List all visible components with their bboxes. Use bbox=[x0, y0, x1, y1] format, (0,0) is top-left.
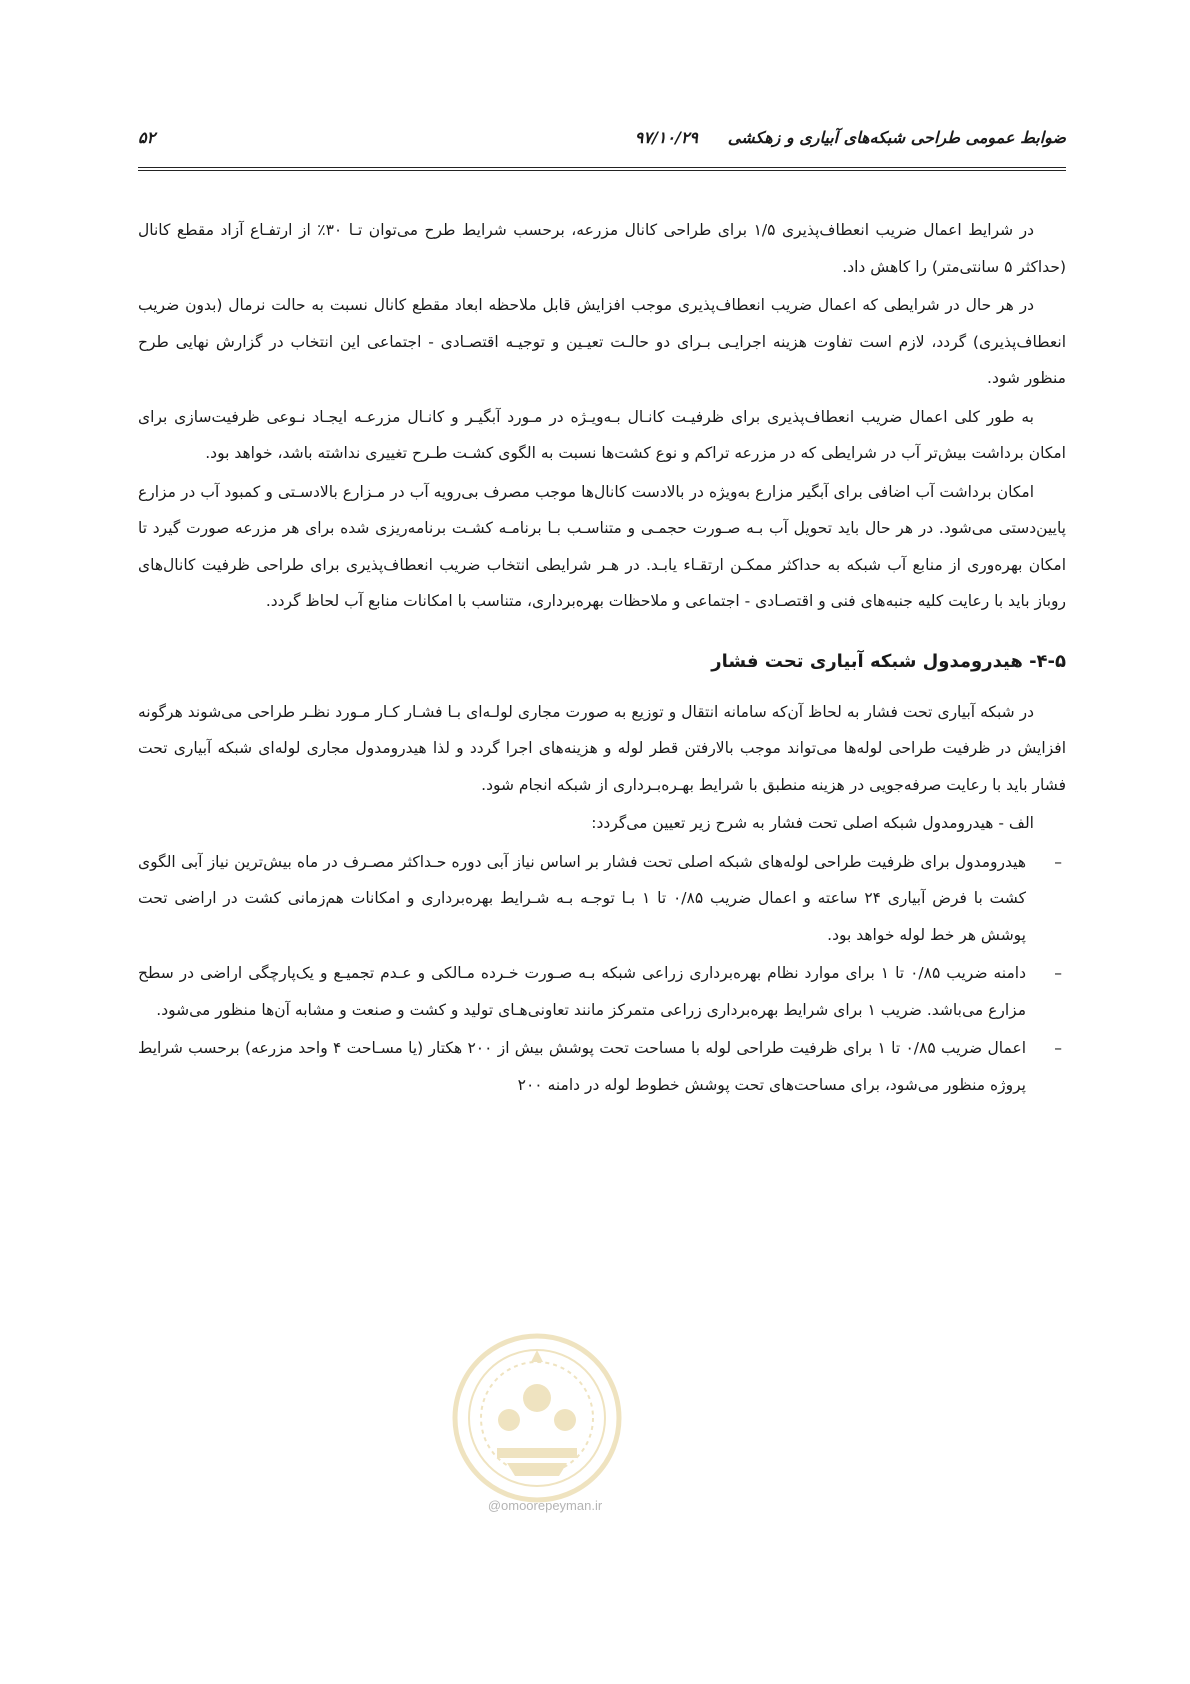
dash-bullet-icon: – bbox=[1054, 1039, 1062, 1057]
paragraph: در شرایط اعمال ضریب انعطاف‌پذیری ۱/۵ برای طراحی کانال مزرعه، برحسب شرایط طرح می‌توان تـا ۳۰٪ از ارتفـاع آزاد مقطع کانال (حداکثر ۵ سانتی‌متر) را کاهش داد. bbox=[138, 221, 1066, 276]
paragraph: امکان برداشت آب اضافی برای آبگیر مزارع به‌ویژه در بالادست کانال‌ها موجب مصرف بی‌رویه آب در مـزارع بالادسـتی و کمبود آب در مزارع پایین‌دستی می‌شود. در هر حال باید تحویل آب بـه صـورت حجمـی و متناسـب بـا برنامـه کشـت برنامه‌ریزی شده برای هر مزرعه صورت گیرد تا امکان بهره‌وری از منابع آب شبکه به حداکثر ممکـن ارتقـاء یابـد. در هـر شرایطی انتخاب ضریب انعطاف‌پذیری برای طراحی ظرفیت کانال‌های روباز باید با رعایت کلیه جنبه‌های فنی و اقتصـادی - اجتماعی و ملاحظات بهره‌برداری، متناسب با امکانات منابع آب لحاظ گردد. bbox=[138, 482, 1066, 610]
watermark-logo-icon bbox=[447, 1328, 627, 1508]
dash-bullet-icon: – bbox=[1054, 964, 1062, 982]
section-paragraph: در شبکه آبیاری تحت فشار به لحاظ آن‌که سامانه انتقال و توزیع به صورت مجاری لولـه‌ای بـا فشـار کـار مـورد نظـر طراحی می‌شوند هرگونه افزایش در ظرفیت طراحی لوله‌ها می‌تواند موجب بالارفتن قطر لوله و هزینه‌های اجرا گردد و لذا هیدرومدول مجاری لوله‌ای شبکه آبیاری تحت فشار باید با رعایت صرفه‌جویی در هزینه منطبق با شرایط بهـره‌بـرداری از شبکه انجام شود. bbox=[138, 702, 1066, 794]
list-item bbox=[138, 1030, 1066, 1103]
page-number: ۵۲ bbox=[138, 128, 156, 147]
list-item-text: هیدرومدول برای ظرفیت طراحی لوله‌های شبکه اصلی تحت فشار بر اساس نیاز آبی دوره حـداکثر مصـرف در ماه بیش‌ترین نیاز آبی الگوی کشت با فرض آبیاری ۲۴ ساعته و اعمال ضریب ۰/۸۵ تا ۱ بـا توجـه بـه شـرایط بهره‌برداری و امکانات هم‌زمانی کشت در اراضی تحت پوشش هر خط لوله خواهد بود. bbox=[138, 852, 1026, 944]
header-rule-thin bbox=[138, 170, 1066, 171]
list-item bbox=[138, 844, 1066, 954]
list-item-text: دامنه ضریب ۰/۸۵ تا ۱ برای موارد نظام بهره‌برداری زراعی شبکه بـه صـورت خـرده مـالکی و عـدم تجمیـع و یک‌پارچگی اراضی در سطح مزارع می‌باشد. ضریب ۱ برای شرایط بهره‌برداری زراعی متمرکز مانند تعاونی‌هـای تولید و کشت و صنعت و مشابه آن‌ها منظور می‌شود. bbox=[138, 964, 1026, 1019]
watermark-url: @omoorepeyman.ir bbox=[487, 1498, 603, 1513]
page-body bbox=[138, 212, 1066, 1105]
list-intro: الف - هیدرومدول شبکه اصلی تحت فشار به شرح زیر تعیین می‌گردد: bbox=[591, 814, 1034, 832]
paragraph: در هر حال در شرایطی که اعمال ضریب انعطاف‌پذیری موجب افزایش قابل ملاحظه ابعاد مقطع کانال نسبت به حالت نرمال (بدون ضریب انعطاف‌پذیری) گردد، لازم است تفاوت هزینه اجرایـی بـرای دو حالـت تعیـین و توجیـه اقتصـادی - اجتماعی این انتخاب در گزارش نهایی طرح منظور شود. bbox=[138, 296, 1066, 387]
list-item bbox=[138, 955, 1066, 1028]
document-title: ضوابط عمومی طراحی شبکه‌های آبیاری و زهکشی bbox=[727, 128, 1066, 147]
list-item-text: اعمال ضریب ۰/۸۵ تا ۱ برای ظرفیت طراحی لوله با مساحت تحت پوشش بیش از ۲۰۰ هکتار (یا مسـاحت ۴ واحد مزرعه) برحسب شرایط پروژه منظور می‌شود، برای مساحت‌های تحت پوشش خطوط لوله در دامنه ۲۰۰ bbox=[138, 1039, 1027, 1094]
section-heading: ۴-۵- هیدرومدول شبکه آبیاری تحت فشار bbox=[711, 650, 1066, 672]
dash-bullet-icon: – bbox=[1054, 852, 1062, 871]
page-header bbox=[138, 128, 1066, 162]
header-rule bbox=[138, 167, 1066, 168]
paragraph: به طور کلی اعمال ضریب انعطاف‌پذیری برای ظرفیـت کانـال بـه‌ویـژه در مـورد آبگیـر و کانـال مزرعـه ایجـاد نـوعی ظرفیت‌سازی برای امکان برداشت بیش‌تر آب در شرایطی که در مزرعه تراکم و نوع کشت‌ها نسبت به الگوی کشـت طـرح تغییری نداشته باشد، خواهد بود. bbox=[138, 407, 1066, 462]
document-date: ۹۷/۱۰/۲۹ bbox=[634, 128, 698, 147]
bullet-list bbox=[138, 844, 1066, 1104]
